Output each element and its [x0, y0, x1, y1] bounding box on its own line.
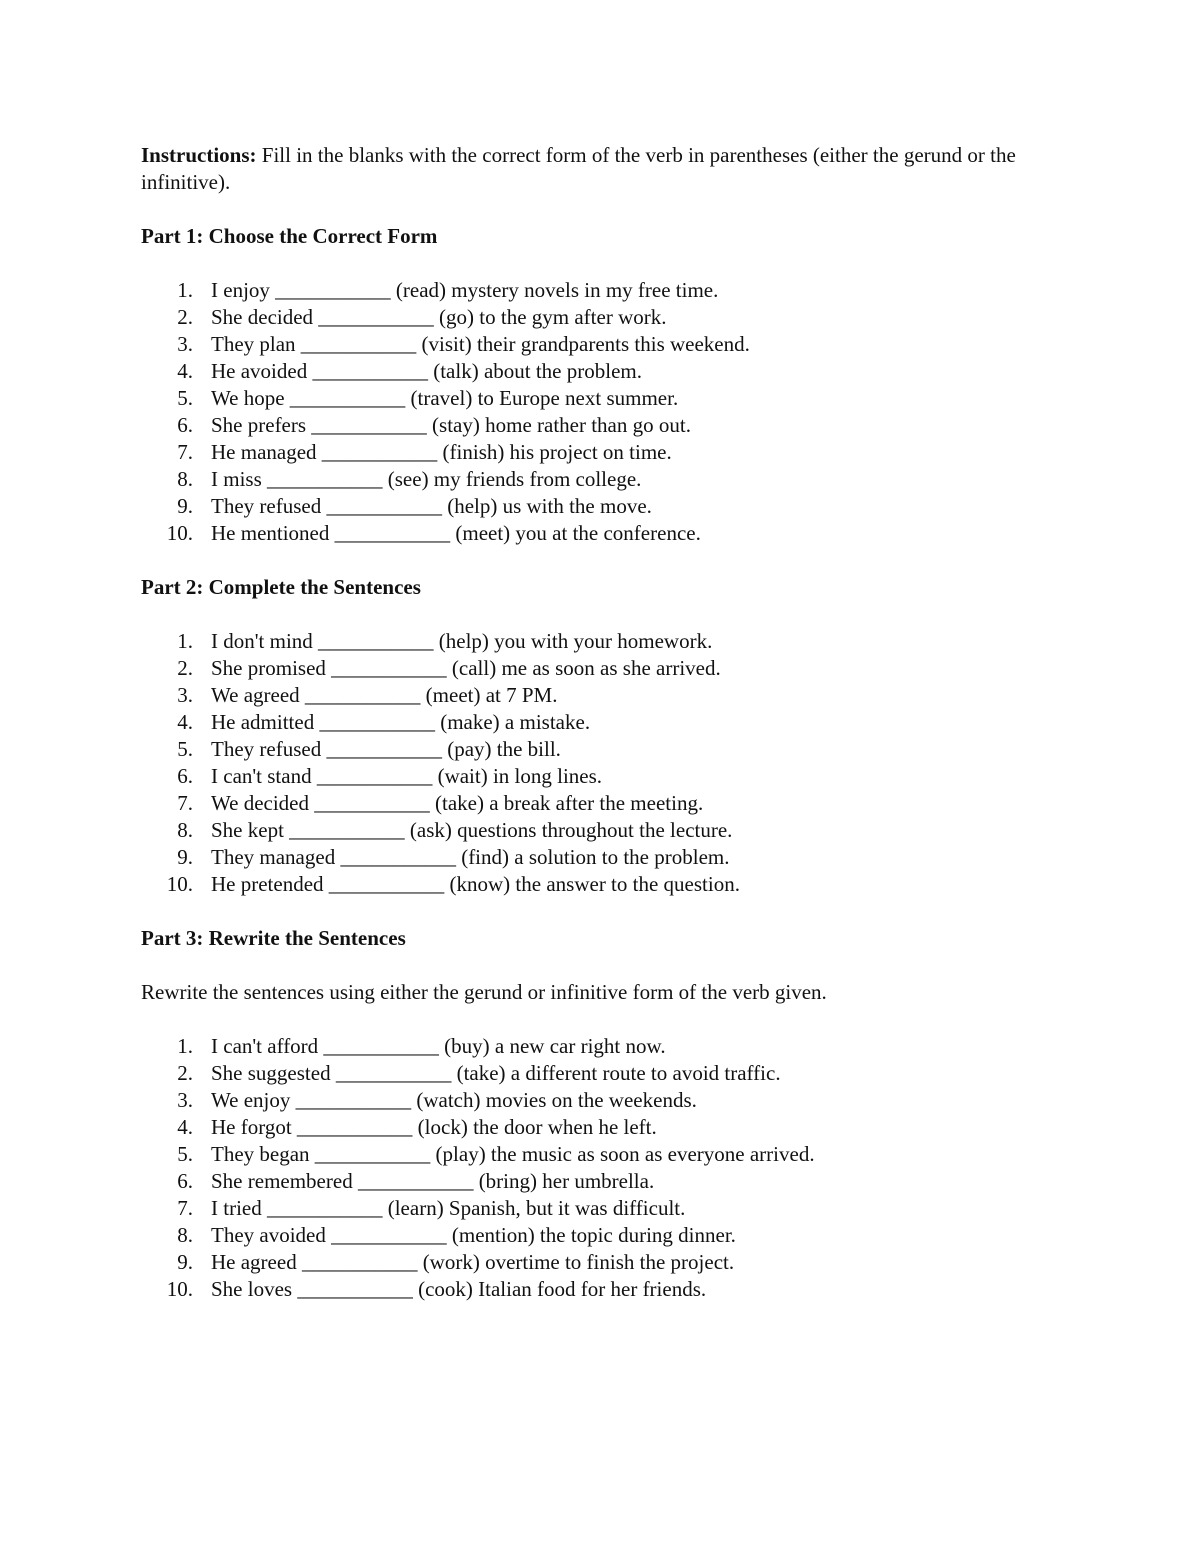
part1-heading: Part 1: Choose the Correct Form [141, 224, 438, 248]
part3-intro: Rewrite the sentences using either the gerund or infinitive form of the verb given. [141, 980, 827, 1004]
item-number: 3. [177, 683, 193, 707]
item-number: 8. [177, 818, 193, 842]
item-text: I can't stand ___________ (wait) in long lines. [211, 764, 603, 788]
list-item [141, 493, 1041, 520]
item-text: He admitted ___________ (make) a mistake. [211, 710, 591, 734]
list-item [141, 655, 1041, 682]
item-number: 5. [177, 1142, 193, 1166]
item-number: 4. [177, 710, 193, 734]
instructions-text: Fill in the blanks with the correct form of the verb in parentheses (either the gerund or the infinitive). [141, 143, 1016, 194]
part2-heading: Part 2: Complete the Sentences [141, 575, 421, 599]
list-item [141, 520, 1041, 547]
item-text: We decided ___________ (take) a break after the meeting. [211, 791, 704, 815]
list-item [141, 1114, 1041, 1141]
list-item [141, 628, 1041, 655]
item-text: I can't afford ___________ (buy) a new car right now. [211, 1034, 666, 1058]
part3-heading: Part 3: Rewrite the Sentences [141, 926, 406, 950]
list-item [141, 1222, 1041, 1249]
list-item [141, 1087, 1041, 1114]
list-item [141, 709, 1041, 736]
list-item [141, 1033, 1041, 1060]
item-text: They refused ___________ (help) us with the move. [211, 494, 652, 518]
list-item [141, 1249, 1041, 1276]
item-number: 4. [177, 1115, 193, 1139]
part2-list [141, 628, 1041, 898]
list-item [141, 682, 1041, 709]
instructions [141, 142, 1041, 196]
item-text: We agreed ___________ (meet) at 7 PM. [211, 683, 558, 707]
list-item [141, 1141, 1041, 1168]
item-text: They avoided ___________ (mention) the topic during dinner. [211, 1223, 736, 1247]
item-text: They began ___________ (play) the music as soon as everyone arrived. [211, 1142, 815, 1166]
item-number: 6. [177, 1169, 193, 1193]
list-item [141, 1195, 1041, 1222]
item-number: 2. [177, 305, 193, 329]
item-number: 9. [177, 494, 193, 518]
item-text: He agreed ___________ (work) overtime to finish the project. [211, 1250, 735, 1274]
item-text: She kept ___________ (ask) questions throughout the lecture. [211, 818, 733, 842]
part1-list [141, 277, 1041, 547]
instructions-label: Instructions: [141, 143, 257, 167]
list-item [141, 277, 1041, 304]
list-item [141, 1168, 1041, 1195]
list-item [141, 466, 1041, 493]
item-text: He mentioned ___________ (meet) you at the conference. [211, 521, 701, 545]
item-text: He forgot ___________ (lock) the door when he left. [211, 1115, 657, 1139]
worksheet-page [141, 142, 1041, 1303]
item-text: They refused ___________ (pay) the bill. [211, 737, 561, 761]
item-number: 7. [177, 1196, 193, 1220]
item-number: 6. [177, 764, 193, 788]
item-number: 9. [177, 1250, 193, 1274]
item-number: 5. [177, 737, 193, 761]
list-item [141, 871, 1041, 898]
list-item [141, 1060, 1041, 1087]
item-number: 8. [177, 1223, 193, 1247]
item-number: 10. [166, 872, 193, 896]
item-number: 4. [177, 359, 193, 383]
item-number: 8. [177, 467, 193, 491]
item-number: 3. [177, 1088, 193, 1112]
item-number: 3. [177, 332, 193, 356]
list-item [141, 412, 1041, 439]
list-item [141, 358, 1041, 385]
list-item [141, 817, 1041, 844]
list-item [141, 844, 1041, 871]
part3-list [141, 1033, 1041, 1303]
item-text: She decided ___________ (go) to the gym after work. [211, 305, 667, 329]
item-text: She suggested ___________ (take) a different route to avoid traffic. [211, 1061, 781, 1085]
item-number: 2. [177, 1061, 193, 1085]
list-item [141, 1276, 1041, 1303]
list-item [141, 736, 1041, 763]
item-text: They managed ___________ (find) a solution to the problem. [211, 845, 730, 869]
item-text: She promised ___________ (call) me as soon as she arrived. [211, 656, 721, 680]
list-item [141, 331, 1041, 358]
item-number: 7. [177, 791, 193, 815]
item-text: He managed ___________ (finish) his project on time. [211, 440, 672, 464]
item-number: 10. [166, 1277, 193, 1301]
list-item [141, 790, 1041, 817]
item-text: I don't mind ___________ (help) you with your homework. [211, 629, 713, 653]
item-number: 7. [177, 440, 193, 464]
item-text: I miss ___________ (see) my friends from college. [211, 467, 642, 491]
item-number: 1. [177, 278, 193, 302]
item-text: I enjoy ___________ (read) mystery novels in my free time. [211, 278, 719, 302]
item-number: 9. [177, 845, 193, 869]
item-text: I tried ___________ (learn) Spanish, but it was difficult. [211, 1196, 686, 1220]
list-item [141, 385, 1041, 412]
item-number: 6. [177, 413, 193, 437]
item-number: 1. [177, 629, 193, 653]
item-number: 2. [177, 656, 193, 680]
item-text: She remembered ___________ (bring) her umbrella. [211, 1169, 655, 1193]
item-number: 10. [166, 521, 193, 545]
item-text: He pretended ___________ (know) the answer to the question. [211, 872, 740, 896]
item-text: She loves ___________ (cook) Italian food for her friends. [211, 1277, 707, 1301]
list-item [141, 439, 1041, 466]
item-text: We enjoy ___________ (watch) movies on the weekends. [211, 1088, 697, 1112]
item-number: 1. [177, 1034, 193, 1058]
item-text: He avoided ___________ (talk) about the problem. [211, 359, 642, 383]
item-text: She prefers ___________ (stay) home rather than go out. [211, 413, 691, 437]
list-item [141, 763, 1041, 790]
list-item [141, 304, 1041, 331]
item-number: 5. [177, 386, 193, 410]
item-text: We hope ___________ (travel) to Europe next summer. [211, 386, 679, 410]
item-text: They plan ___________ (visit) their grandparents this weekend. [211, 332, 750, 356]
